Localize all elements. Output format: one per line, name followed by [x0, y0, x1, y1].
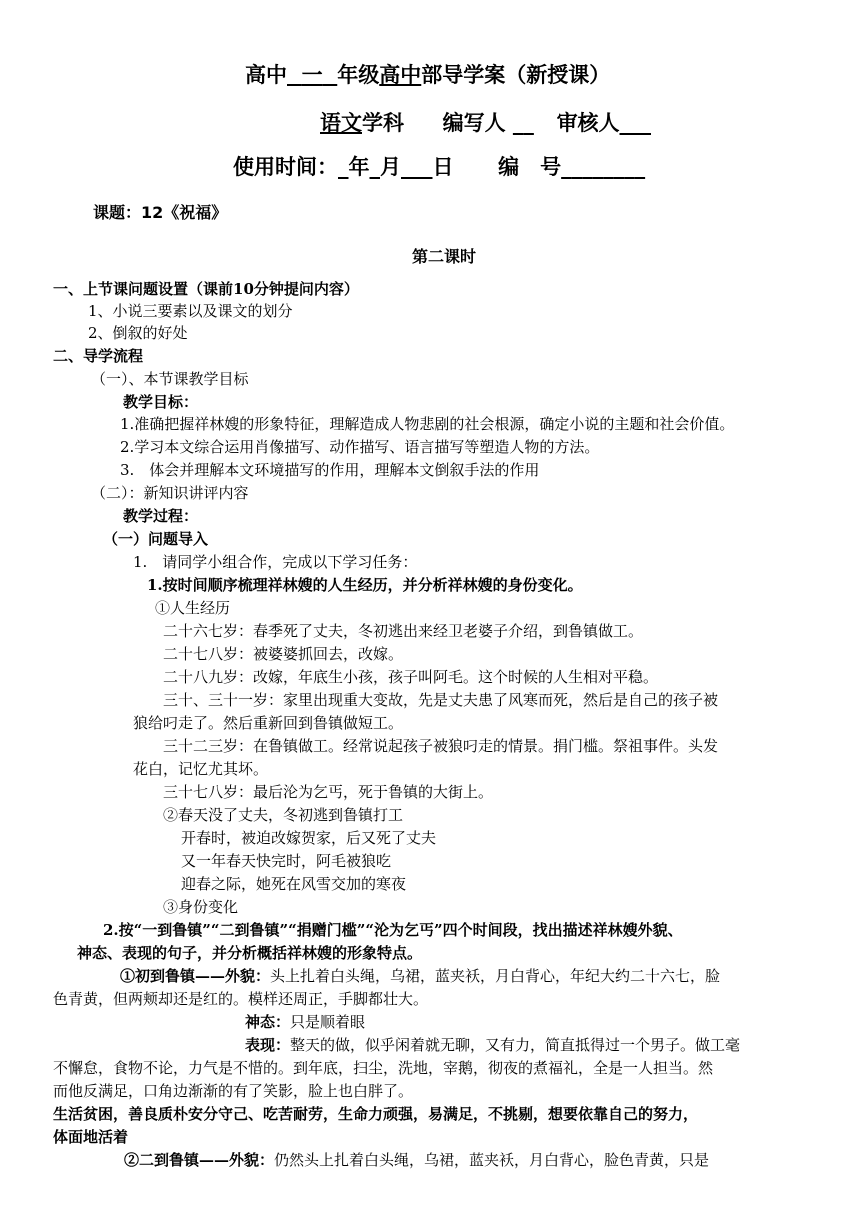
- date-line: [233, 152, 645, 182]
- identity-heading: ③身份变化: [163, 898, 239, 916]
- first-arrival-line: [120, 965, 720, 987]
- subject-suffix: 学科: [362, 111, 404, 135]
- second-arrival-text: 仍然头上扎着白头绳，乌裙，蓝夹袄，月白背心，脸色青黄，只是: [274, 1151, 710, 1169]
- doc-title: [245, 60, 610, 90]
- goal-2: 2.学习本文综合运用肖像描写、动作描写、语言描写等塑造人物的方法。: [120, 438, 600, 456]
- age-line-6: 三十七八岁：最后沦为乞丐，死于鲁镇的大街上。: [163, 783, 494, 801]
- goals-heading: 教学目标：: [123, 393, 199, 411]
- section-1-item-2: 2、倒叙的好处: [88, 324, 188, 342]
- first-arrival-label: ①初到鲁镇——外貌：: [120, 967, 271, 985]
- timeline-2: 开春时，被迫改嫁贺家，后又死了丈夫: [181, 829, 437, 847]
- timeline-3: 又一年春天快完时，阿毛被狼吃: [181, 852, 392, 870]
- age-line-3: 二十八九岁：改嫁，年底生小孩，孩子叫阿毛。这个时候的人生相对平稳。: [163, 668, 659, 686]
- title-part2: 年级: [337, 63, 380, 87]
- summary-1: 生活贫困，善良质朴安分守己、吃苦耐劳，生命力顽强，易满足，不挑剔，想要依靠自己的努力，: [53, 1105, 699, 1123]
- section-2-a: （一）、本节课教学目标: [91, 370, 249, 388]
- behavior-text: 整天的做，似乎闲着就无聊，又有力，简直抵得过一个男子。做工毫: [290, 1036, 741, 1054]
- title-part3: 部导学案（新授课）: [421, 63, 611, 87]
- section-2-heading: 二、导学流程: [53, 347, 144, 365]
- author-field: 编写人 __: [442, 111, 534, 135]
- lesson-title: 第二课时: [412, 247, 477, 266]
- section-1-item-1: 1、小说三要素以及课文的划分: [88, 302, 293, 320]
- second-arrival-label: ②二到鲁镇——外貌：: [124, 1151, 275, 1169]
- goal-1: 1.准确把握祥林嫂的形象特征，理解造成人物悲剧的社会根源，确定小说的主题和社会价值。: [120, 415, 735, 433]
- question-2b: 神态、表现的句子，并分析概括祥林嫂的形象特点。: [77, 944, 423, 962]
- title-dept: 高中: [379, 63, 422, 87]
- intro-heading: （一）问题导入: [103, 530, 209, 548]
- title-grade: 一: [301, 63, 323, 87]
- demeanor-text: 只是顺着眼: [290, 1013, 366, 1031]
- demeanor-label: 神态：: [245, 1013, 291, 1031]
- first-arrival-text: 头上扎着白头绳，乌裙，蓝夹袄，月白背心，年纪大约二十六七，脸: [270, 967, 721, 985]
- age-line-4b: 狼给叼走了。然后重新回到鲁镇做短工。: [133, 714, 404, 732]
- second-arrival-line: [124, 1149, 709, 1171]
- timeline-4: 迎春之际，她死在风雪交加的寒夜: [181, 875, 407, 893]
- subject-name: 语文: [320, 111, 362, 135]
- age-line-5b: 花白，记忆尤其坏。: [133, 760, 269, 778]
- age-line-1: 二十六七岁：春季死了丈夫，冬初逃出来经卫老婆子介绍，到鲁镇做工。: [163, 622, 644, 640]
- reviewer-field: 审核人___: [556, 111, 652, 135]
- section-2-b: （二）：新知识讲评内容: [91, 484, 249, 502]
- topic: 课题：12《祝福》: [93, 203, 228, 222]
- behavior-label: 表现：: [245, 1036, 291, 1054]
- age-line-5a: 三十二三岁：在鲁镇做工。经常说起孩子被狼叼走的情景。捐门槛。祭祖事件。头发: [163, 737, 719, 755]
- title-part1: 高中: [245, 63, 287, 87]
- life-heading: ①人生经历: [155, 599, 231, 617]
- process-heading: 教学过程：: [123, 507, 199, 525]
- age-line-4a: 三十、三十一岁：家里出现重大变故，先是丈夫患了风寒而死，然后是自己的孩子被: [163, 691, 719, 709]
- task-line: 1. 请同学小组合作，完成以下学习任务：: [133, 553, 418, 571]
- age-line-2: 二十七八岁：被婆婆抓回去，改嫁。: [163, 645, 404, 663]
- goal-3: 3. 体会并理解本文环境描写的作用，理解本文倒叙手法的作用: [120, 461, 540, 479]
- summary-2: 体面地活着: [53, 1128, 129, 1146]
- subject-line: [320, 108, 651, 138]
- date-field: 使用时间：_年_月___日: [233, 155, 454, 179]
- first-arrival-text-2: 色青黄，但两颊却还是红的。模样还周正，手脚都壮大。: [53, 990, 429, 1008]
- demeanor-line: [245, 1011, 365, 1033]
- behavior-text-2: 不懈怠，食物不论，力气是不惜的。到年底，扫尘，洗地，宰鹅，彻夜的煮福礼，全是一人担当。然: [53, 1059, 714, 1077]
- question-2a: 2.按“一到鲁镇”“二到鲁镇”“捐赠门槛”“沦为乞丐”四个时间段，找出描述祥林嫂外貌、: [103, 921, 683, 939]
- behavior-text-3: 而他反满足，口角边渐渐的有了笑影，脸上也白胖了。: [53, 1082, 414, 1100]
- question-1: 1.按时间顺序梳理祥林嫂的人生经历，并分析祥林嫂的身份变化。: [147, 576, 583, 594]
- behavior-line: [245, 1034, 740, 1056]
- timeline-1: ②春天没了丈夫，冬初逃到鲁镇打工: [163, 806, 404, 824]
- number-field: 编 号________: [498, 155, 646, 179]
- section-1-heading: 一、上节课问题设置（课前10分钟提问内容）: [53, 280, 359, 298]
